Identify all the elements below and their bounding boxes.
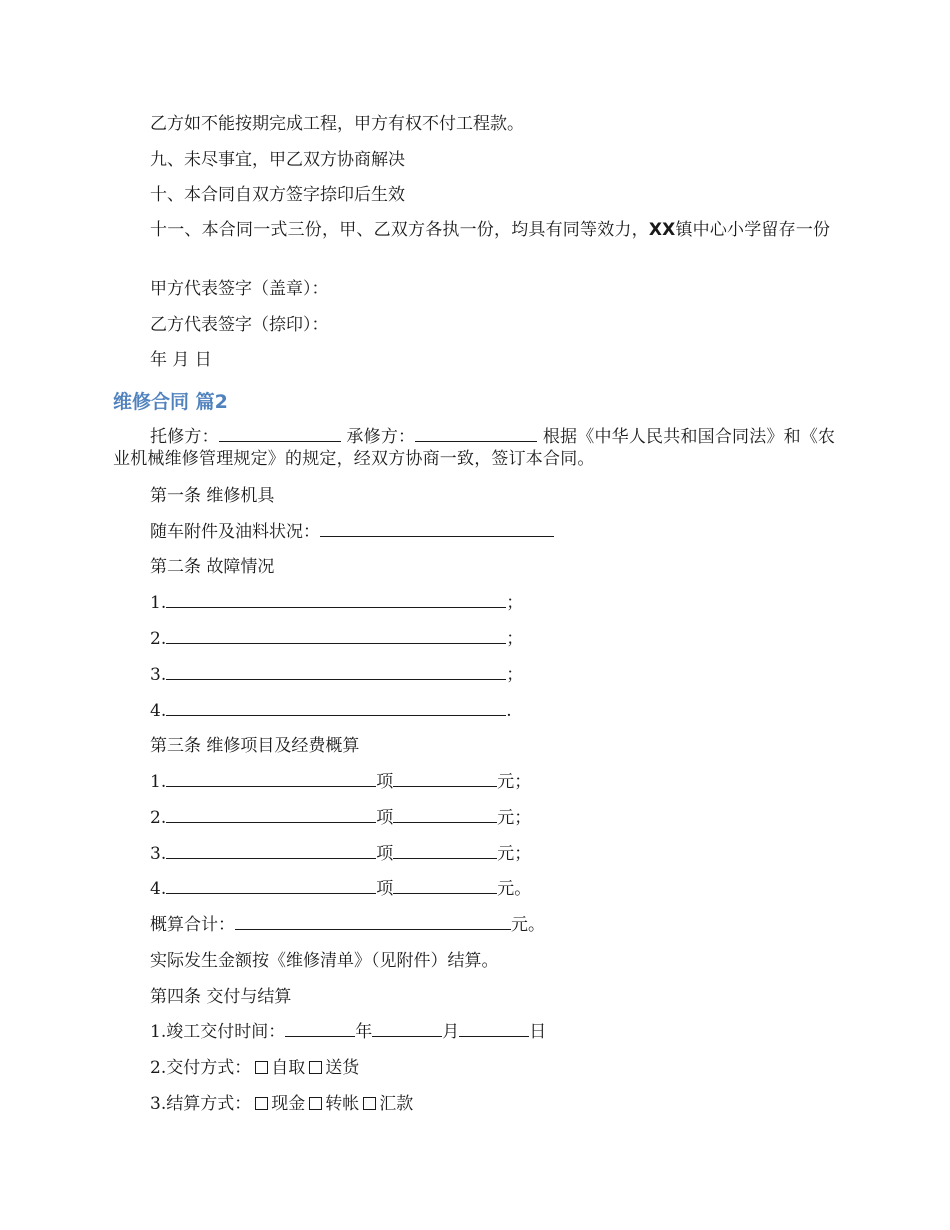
checkbox-transfer[interactable] (309, 1097, 322, 1110)
party-b-signature-line: 乙方代表签字（捺印）： (150, 315, 329, 335)
budget-num: 4. (150, 879, 167, 899)
fault-end: ； (506, 665, 524, 685)
fault-line-3 (150, 664, 523, 686)
year-blank (285, 1021, 355, 1037)
intro-client-label: 托修方： (150, 427, 219, 447)
clause-11-text-a: 十一、本合同一式三份，甲、乙双方各执一份，均具有同等效力， (150, 220, 649, 240)
amount-blank (393, 878, 497, 894)
budget-line-4 (150, 878, 531, 900)
budget-line-1 (150, 771, 531, 793)
item-label: 项 (376, 808, 394, 828)
amount-unit: 元； (497, 844, 532, 864)
checkbox-pickup[interactable] (255, 1061, 268, 1074)
article-4: 第四条 交付与结算 (150, 987, 292, 1007)
month-label: 月 (442, 1022, 460, 1042)
clause-11-bold: XX (648, 220, 676, 240)
clause-11-text-b: 镇中心小学留存一份 (675, 220, 831, 240)
delivery-method-line (150, 1057, 359, 1079)
amount-blank (393, 771, 497, 787)
settlement-method-line (150, 1093, 413, 1115)
paragraph-clause-10: 十、本合同自双方签字捺印后生效 (150, 185, 405, 205)
fault-line-2 (150, 628, 523, 650)
fault-num: 1. (150, 593, 167, 613)
item-label: 项 (376, 879, 394, 899)
fault-blank (166, 664, 506, 680)
intro-contractor-label: 承修方： (346, 427, 416, 447)
fault-num: 2. (150, 629, 167, 649)
fault-line-4 (150, 700, 512, 722)
amount-unit: 元。 (497, 879, 532, 899)
paragraph-delay-clause: 乙方如不能按期完成工程，甲方有权不付工程款。 (150, 114, 524, 134)
fault-line-1 (150, 592, 523, 614)
budget-line-2 (150, 807, 531, 829)
accessories-label: 随车附件及油料状况： (150, 522, 320, 542)
budget-num: 3. (150, 844, 167, 864)
paragraph-clause-9: 九、未尽事宜，甲乙双方协商解决 (150, 150, 405, 170)
intro-text: 根据《中华人民共和国合同法》和《农业机械维修管理规定》的规定，经双方协商一致，签订本合同。 (113, 427, 836, 469)
amount-blank (393, 843, 497, 859)
option-transfer: 转帐 (325, 1094, 360, 1114)
fault-end: ； (506, 593, 524, 613)
item-blank (166, 878, 376, 894)
fault-blank (166, 628, 506, 644)
budget-num: 2. (150, 808, 167, 828)
accessories-line (150, 521, 554, 543)
checkbox-remittance[interactable] (363, 1097, 376, 1110)
option-delivery: 送货 (325, 1058, 360, 1078)
checkbox-cash[interactable] (255, 1097, 268, 1110)
date-line: 年 月 日 (150, 350, 212, 370)
item-blank (166, 771, 376, 787)
budget-total-line (150, 914, 545, 936)
actual-amount-line: 实际发生金额按《维修清单》（见附件）结算。 (150, 951, 499, 971)
section-heading: 维修合同 篇2 (113, 391, 228, 413)
total-blank (235, 914, 511, 930)
day-label: 日 (529, 1022, 547, 1042)
settlement-label: 3.结算方式： (150, 1094, 252, 1114)
option-pickup: 自取 (271, 1058, 306, 1078)
accessories-blank (320, 521, 554, 537)
option-cash: 现金 (271, 1094, 306, 1114)
fault-blank (166, 592, 506, 608)
article-1: 第一条 维修机具 (150, 486, 275, 506)
item-blank (166, 807, 376, 823)
budget-num: 1. (150, 772, 167, 792)
fault-num: 4. (150, 701, 167, 721)
completion-time-line (150, 1021, 546, 1043)
total-label: 概算合计： (150, 915, 235, 935)
amount-unit: 元； (497, 808, 532, 828)
article-3: 第三条 维修项目及经费概算 (150, 736, 360, 756)
amount-blank (393, 807, 497, 823)
checkbox-delivery[interactable] (309, 1061, 322, 1074)
completion-label: 1.竣工交付时间： (150, 1022, 286, 1042)
party-a-signature-line: 甲方代表签字（盖章）： (150, 279, 329, 299)
year-label: 年 (355, 1022, 373, 1042)
article-2: 第二条 故障情况 (150, 557, 275, 577)
fault-end: ； (506, 629, 524, 649)
item-label: 项 (376, 772, 394, 792)
paragraph-clause-11 (113, 219, 838, 241)
amount-unit: 元； (497, 772, 532, 792)
client-blank (219, 426, 341, 442)
fault-num: 3. (150, 665, 167, 685)
fault-end: . (506, 701, 512, 721)
item-blank (166, 843, 376, 859)
day-blank (459, 1021, 529, 1037)
option-remittance: 汇款 (379, 1094, 414, 1114)
fault-blank (166, 700, 506, 716)
paragraph-intro (113, 426, 838, 470)
month-blank (372, 1021, 442, 1037)
budget-line-3 (150, 843, 531, 865)
item-label: 项 (376, 844, 394, 864)
contractor-blank (415, 426, 537, 442)
total-unit: 元。 (511, 915, 545, 935)
delivery-label: 2.交付方式： (150, 1058, 252, 1078)
